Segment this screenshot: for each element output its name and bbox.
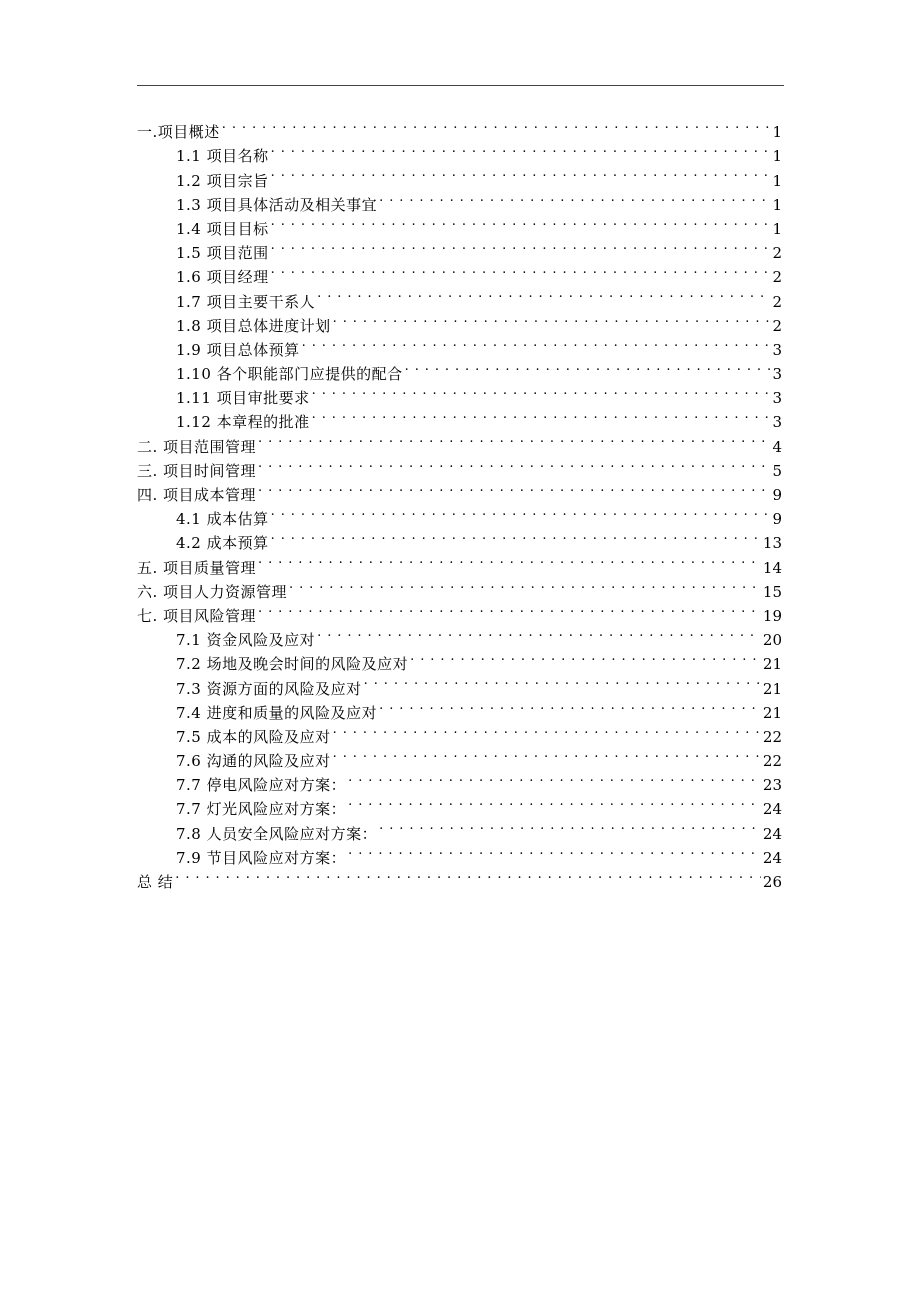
toc-entry-title: 1.7 项目主要干系人 — [176, 292, 316, 311]
toc-page-number: 2 — [772, 268, 782, 287]
toc-dot-leader — [379, 186, 770, 210]
toc-entry-title: 1.12 本章程的批准 — [176, 413, 310, 432]
toc-dot-leader — [258, 476, 770, 500]
toc-entry-title: 1.2 项目宗旨 — [176, 171, 269, 190]
toc-page-number: 26 — [762, 873, 782, 891]
toc-dot-leader — [312, 379, 771, 403]
toc-dot-leader — [379, 814, 761, 838]
toc-page-number: 3 — [772, 389, 782, 408]
toc-entry[interactable] — [137, 113, 782, 142]
toc-page-number: 13 — [762, 534, 782, 553]
toc-dot-leader — [379, 694, 761, 718]
toc-entry-title: 7.6 沟通的风险及应对 — [176, 752, 331, 771]
toc-dot-leader — [405, 355, 771, 379]
toc-page-number: 15 — [762, 582, 782, 601]
toc-dot-leader — [175, 863, 761, 887]
toc-page-number: 4 — [772, 437, 782, 456]
toc-entry-title: 1.3 项目具体活动及相关事宜 — [176, 195, 378, 214]
toc-dot-leader — [271, 210, 771, 234]
toc-page-number: 23 — [762, 776, 782, 795]
toc-entry-title: 7.7 灯光风险应对方案： — [176, 800, 347, 819]
toc-entry-title: 1.11 项目审批要求 — [176, 389, 310, 408]
toc-page-number: 20 — [762, 631, 782, 650]
toc-page-number: 24 — [762, 824, 782, 843]
toc-entry-title: 7.3 资源方面的风险及应对 — [176, 679, 362, 698]
toc-dot-leader — [271, 161, 771, 185]
toc-page-number: 21 — [762, 679, 782, 698]
toc-dot-leader — [271, 500, 771, 524]
toc-page-number: 1 — [772, 147, 782, 166]
toc-page-number: 21 — [762, 655, 782, 674]
toc-dot-leader — [333, 718, 761, 742]
toc-page-number: 22 — [762, 752, 782, 771]
toc-page-number: 22 — [762, 727, 782, 746]
toc-entry-title: 1.4 项目目标 — [176, 219, 269, 238]
toc-entry-title: 4.1 成本估算 — [176, 510, 269, 529]
toc-entry-title: 一.项目概述 — [137, 123, 220, 142]
toc-entry-title: 1.5 项目范围 — [176, 244, 269, 263]
toc-page-number: 3 — [772, 365, 782, 384]
toc-page-number: 2 — [772, 316, 782, 335]
toc-entry-title: 7.7 停电风险应对方案： — [176, 776, 347, 795]
toc-page-number: 5 — [772, 461, 782, 480]
toc-entry-title: 7.1 资金风险及应对 — [176, 631, 316, 650]
toc-entry-title: 五. 项目质量管理 — [137, 558, 257, 577]
toc-dot-leader — [348, 839, 761, 863]
toc-page-number: 21 — [762, 703, 782, 722]
toc-entry-title: 7.8 人员安全风险应对方案： — [176, 824, 378, 843]
toc-entry-title: 4.2 成本预算 — [176, 534, 269, 553]
toc-page-number: 14 — [762, 558, 782, 577]
toc-dot-leader — [317, 621, 761, 645]
toc-entry-title: 三. 项目时间管理 — [137, 461, 257, 480]
toc-page-number: 3 — [772, 413, 782, 432]
toc-page-number: 1 — [772, 195, 782, 214]
toc-dot-leader — [302, 331, 771, 355]
toc-entry-title: 1.8 项目总体进度计划 — [176, 316, 331, 335]
toc-dot-leader — [348, 766, 761, 790]
toc-dot-leader — [289, 573, 761, 597]
toc-page-number: 24 — [762, 800, 782, 819]
toc-dot-leader — [271, 234, 771, 258]
toc-page-number: 24 — [762, 848, 782, 867]
toc-dot-leader — [317, 282, 770, 306]
header-rule — [137, 85, 784, 86]
toc-dot-leader — [410, 645, 761, 669]
toc-entry-title: 1.1 项目名称 — [176, 147, 269, 166]
toc-page-number: 2 — [772, 244, 782, 263]
toc-entry[interactable] — [137, 863, 782, 891]
toc-dot-leader — [258, 427, 770, 451]
table-of-contents — [137, 113, 782, 891]
toc-entry-title: 1.10 各个职能部门应提供的配合 — [176, 365, 403, 384]
toc-dot-leader — [271, 137, 771, 161]
toc-entry[interactable] — [137, 137, 782, 166]
toc-page-number: 3 — [772, 340, 782, 359]
toc-dot-leader — [258, 548, 761, 572]
toc-page-number: 19 — [762, 606, 782, 625]
toc-page-number: 2 — [772, 292, 782, 311]
toc-dot-leader — [271, 524, 761, 548]
toc-page-number: 9 — [772, 486, 782, 504]
toc-entry-title: 六. 项目人力资源管理 — [137, 582, 288, 601]
toc-entry-title: 七. 项目风险管理 — [137, 606, 257, 625]
toc-page-number: 1 — [772, 123, 782, 142]
toc-dot-leader — [312, 403, 771, 427]
toc-page-number: 9 — [772, 510, 782, 529]
toc-dot-leader — [364, 669, 761, 693]
toc-entry-title: 1.6 项目经理 — [176, 268, 269, 287]
toc-entry-title: 二. 项目范围管理 — [137, 437, 257, 456]
toc-entry-title: 7.9 节目风险应对方案： — [176, 848, 347, 867]
toc-dot-leader — [333, 307, 771, 331]
toc-dot-leader — [271, 258, 771, 282]
toc-entry-title: 总 结 — [137, 873, 174, 891]
toc-page-number: 1 — [772, 171, 782, 190]
toc-page-number: 1 — [772, 219, 782, 238]
toc-dot-leader — [222, 113, 771, 137]
toc-entry-title: 四. 项目成本管理 — [137, 486, 257, 504]
toc-dot-leader — [348, 790, 761, 814]
toc-dot-leader — [258, 597, 761, 621]
toc-dot-leader — [333, 742, 761, 766]
toc-entry-title: 7.5 成本的风险及应对 — [176, 727, 331, 746]
toc-entry-title: 7.4 进度和质量的风险及应对 — [176, 703, 378, 722]
toc-entry-title: 1.9 项目总体预算 — [176, 340, 300, 359]
toc-dot-leader — [258, 452, 770, 476]
toc-entry-title: 7.2 场地及晚会时间的风险及应对 — [176, 655, 409, 674]
